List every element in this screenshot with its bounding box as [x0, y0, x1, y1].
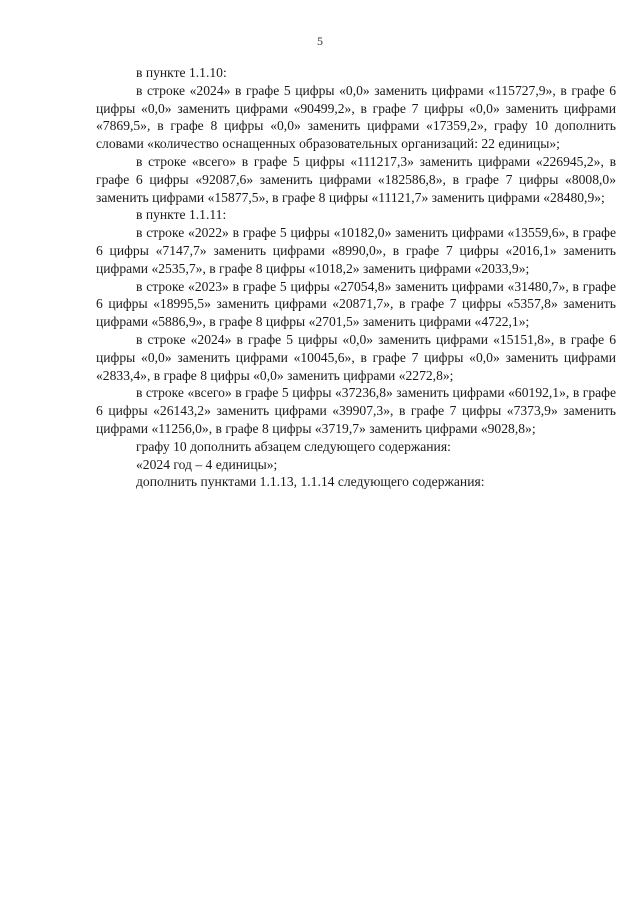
paragraph-4: в пункте 1.1.11: [136, 207, 227, 223]
paragraph-10: «2024 год – 4 единицы»; [136, 456, 278, 472]
paragraph-2: в строке «2024» в графе 5 цифры «0,0» заменить цифрами «115727,9», в графе 6 цифры «0,0» заменить цифрами «90499,2», в графе 7 цифры «0,0» заменить цифрами «7869,5», в графе 8 цифры «0,0» заменить цифрами «17359,2», графу 10 дополнить словами «количество оснащенных образовательных организаций: 22 единицы»; [96, 82, 616, 152]
paragraph-1: в пункте 1.1.10: [136, 65, 227, 80]
document-body [96, 64, 616, 491]
paragraph-6: в строке «2023» в графе 5 цифры «27054,8» заменить цифрами «31480,7», в графе 6 цифры «18995,5» заменить цифрами «20871,7», в графе 7 цифры «5357,8» заменить цифрами «5886,9», в графе 8 цифры «2701,5» заменить цифрами «4722,1»; [96, 278, 616, 330]
paragraph-9: графу 10 дополнить абзацем следующего содержания: [136, 438, 451, 454]
page-number: 5 [317, 34, 323, 48]
paragraph-5: в строке «2022» в графе 5 цифры «10182,0» заменить цифрами «13559,6», в графе 6 цифры «7147,7» заменить цифрами «8990,0», в графе 7 цифры «2016,1» заменить цифрами «2535,7», в графе 8 цифры «1018,2» заменить цифрами «2033,9»; [96, 225, 616, 276]
paragraph-11: дополнить пунктами 1.1.13, 1.1.14 следующего содержания: [136, 474, 485, 490]
paragraph-8: в строке «всего» в графе 5 цифры «37236,8» заменить цифрами «60192,1», в графе 6 цифры «26143,2» заменить цифрами «39907,3», в графе 7 цифры «7373,9» заменить цифрами «11256,0», в графе 8 цифры «3719,7» заменить цифрами «9028,8»; [96, 385, 616, 436]
paragraph-7: в строке «2024» в графе 5 цифры «0,0» заменить цифрами «15151,8», в графе 6 цифры «0,0» заменить цифрами «10045,6», в графе 7 цифры «0,0» заменить цифрами «2833,4», в графе 8 цифры «0,0» заменить цифрами «2272,8»; [96, 331, 616, 383]
paragraph-3: в строке «всего» в графе 5 цифры «111217,3» заменить цифрами «226945,2», в графе 6 цифры «92087,6» заменить цифрами «182586,8», в графе 7 цифры «8008,0» заменить цифрами «15877,5», в графе 8 цифры «11121,7» заменить цифрами «28480,9»; [96, 153, 616, 205]
